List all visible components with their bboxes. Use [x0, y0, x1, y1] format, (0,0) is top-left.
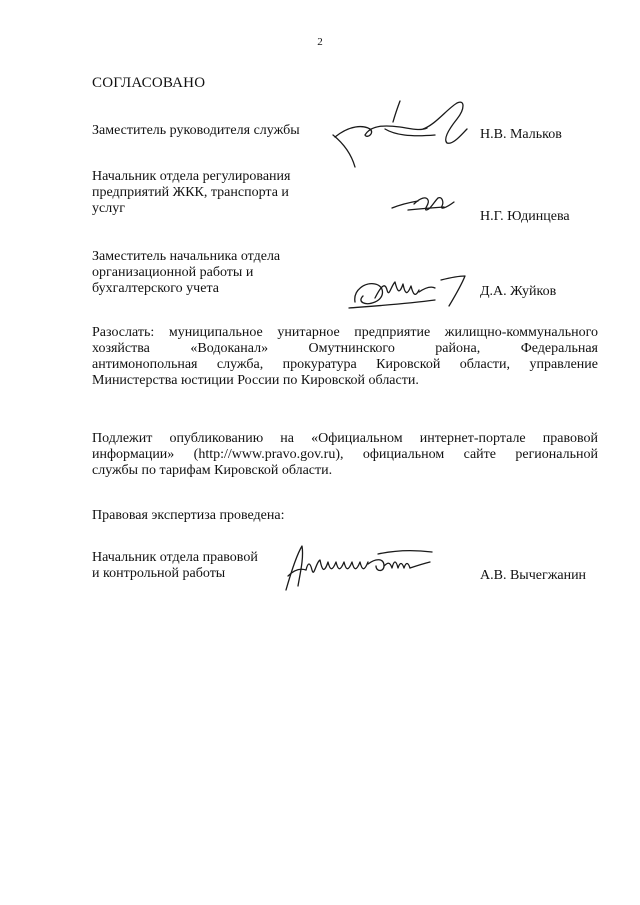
publication-paragraph: Подлежит опубликованию на «Официальном интернет-портале правовой информации» (http://www.pravo.gov.ru), официальном сайте региональной службы по тарифам Кировской области. — [92, 431, 598, 478]
approval-2-position: Начальник отдела регулирования предприятий ЖКК, транспорта и услуг — [92, 169, 291, 216]
signature-vychegzhanin-icon — [280, 540, 440, 596]
page-number: 2 — [317, 36, 323, 48]
approval-2-name: Н.Г. Юдинцева — [480, 209, 570, 224]
signature-zhuykov-icon — [345, 268, 475, 312]
signature-malkov-icon — [325, 95, 485, 175]
approval-1-name: Н.В. Мальков — [480, 127, 562, 142]
legal-signer-name: А.В. Вычегжанин — [480, 568, 587, 583]
approval-heading: СОГЛАСОВАНО — [92, 75, 206, 91]
approval-3-name: Д.А. Жуйков — [480, 284, 557, 299]
distribution-paragraph: Разослать: муниципальное унитарное предприятие жилищно-коммунального хозяйства «Водоканал» Омутнинского района, Федеральная антимонопольная служба, прокуратура Кировской области, управление Министерства юстиции России по Кировской области. — [92, 325, 598, 388]
approval-1-position: Заместитель руководителя службы — [92, 123, 300, 138]
legal-signer-position: Начальник отдела правовой и контрольной работы — [92, 550, 258, 581]
approval-3-position: Заместитель начальника отдела организационной работы и бухгалтерского учета — [92, 249, 281, 296]
legal-review-note: Правовая экспертиза проведена: — [92, 508, 285, 523]
signature-yudintseva-icon — [388, 188, 468, 220]
